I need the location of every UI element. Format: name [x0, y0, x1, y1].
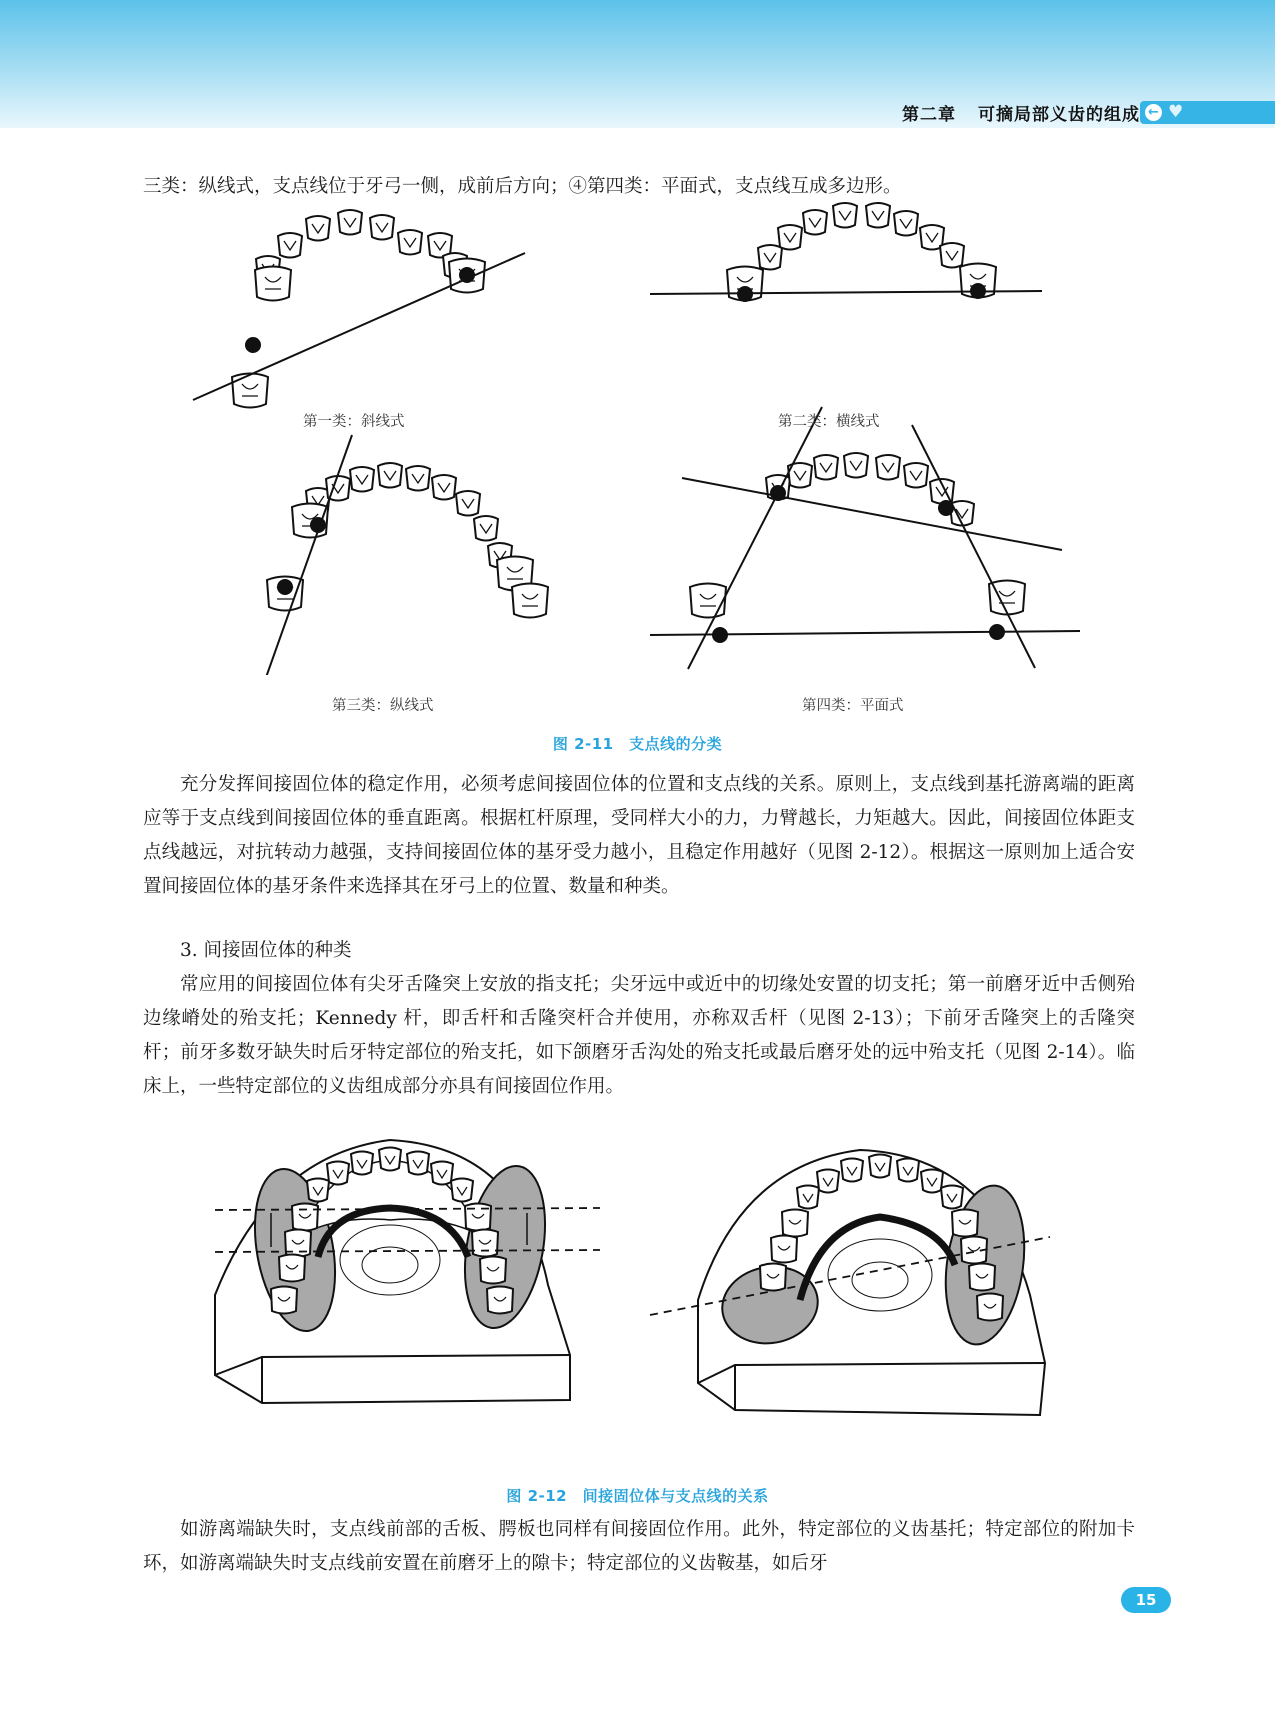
class4-arch: [650, 407, 1080, 669]
figure-2-11: [0, 195, 1275, 675]
figure-2-12: [0, 1125, 1275, 1425]
figure-2-11-label-3: 第三类：纵线式: [332, 698, 434, 714]
chapter-title: 可摘局部义齿的组成: [978, 105, 1140, 125]
figure-2-11-label-4: 第四类：平面式: [802, 698, 904, 714]
class1-arch: [193, 210, 525, 408]
class3-arch: [258, 435, 548, 675]
figure-2-11-label-2: 第二类：横线式: [778, 414, 880, 430]
header-tab: [1140, 101, 1275, 124]
circle-arrow-left-icon[interactable]: ←: [1145, 104, 1162, 121]
model-left: [215, 1140, 600, 1403]
paragraph-2: 常应用的间接固位体有尖牙舌隆突上安放的指支托；尖牙远中或近中的切缘处安置的切支托；第一前磨牙近中舌侧殆边缘嵴处的殆支托；Kennedy 杆，即舌杆和舌隆突杆合并使用，亦称双舌杆（见图 2-13）；下前牙舌隆突上的舌隆突杆；前牙多数牙缺失时后牙特定部位的殆支托，如下颌磨牙舌沟处的殆支托或最后磨牙处的远中殆支托（见图 2-14）。临床上，一些特定部位的义齿组成部分亦具有间接固位作用。: [143, 974, 1135, 1097]
figure-2-12-caption: 图 2-12 间接固位体与支点线的关系: [506, 1487, 769, 1505]
figure-2-11-label-1: 第一类：斜线式: [303, 414, 405, 430]
section-heading-3: 3. 间接固位体的种类: [180, 940, 352, 961]
model-right: [650, 1150, 1050, 1415]
chapter-number: 第二章: [902, 105, 956, 125]
heart-icon: ♥: [1168, 102, 1184, 122]
paragraph-3: 如游离端缺失时，支点线前部的舌板、腭板也同样有间接固位作用。此外，特定部位的义齿基托；特定部位的附加卡环，如游离端缺失时支点线前安置在前磨牙上的隙卡；特定部位的义齿鞍基，如后牙: [143, 1519, 1135, 1574]
paragraph-1: 充分发挥间接固位体的稳定作用，必须考虑间接固位体的位置和支点线的关系。原则上，支点线到基托游离端的距离应等于支点线到间接固位体的垂直距离。根据杠杆原理，受同样大小的力，力臂越长，力矩越大。因此，间接固位体距支点线越远，对抗转动力越强，支持间接固位体的基牙受力越小，且稳定作用越好（见图 2-12）。根据这一原则加上适合安置间接固位体的基牙条件来选择其在牙弓上的位置、数量和种类。: [143, 774, 1135, 897]
chapter-heading: [902, 100, 1140, 125]
class2-arch: [650, 203, 1042, 301]
intro-line: 三类：纵线式，支点线位于牙弓一侧，成前后方向；④第四类：平面式，支点线互成多边形。: [143, 176, 902, 197]
page-number: 15: [1121, 1587, 1171, 1613]
figure-2-11-caption: 图 2-11 支点线的分类: [552, 735, 723, 753]
